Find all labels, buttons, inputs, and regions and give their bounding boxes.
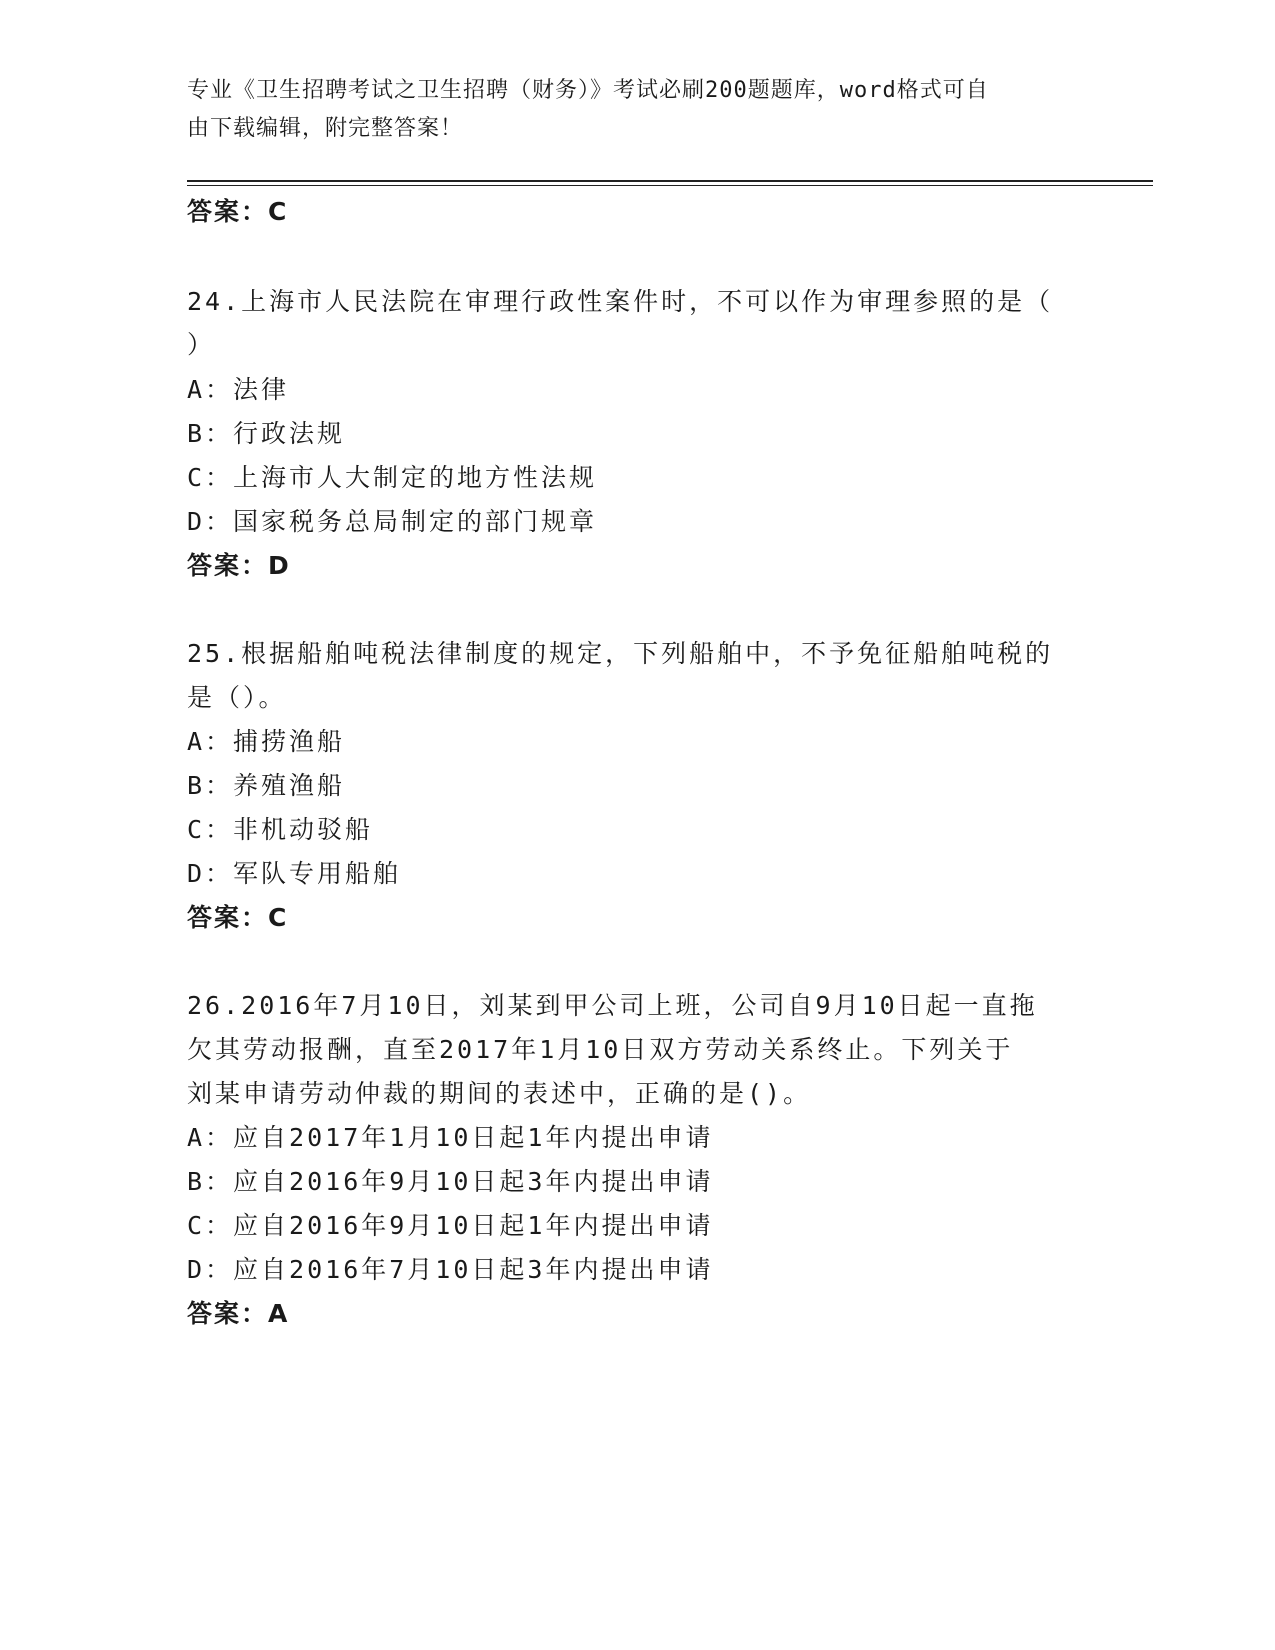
document-header — [187, 72, 1067, 148]
question-25-option-a: A：捕捞渔船 — [187, 727, 346, 756]
question-26-option-c: C：应自2016年9月10日起1年内提出申请 — [187, 1211, 714, 1240]
previous-answer: 答案：C — [187, 197, 289, 226]
question-26-answer: 答案：A — [187, 1299, 290, 1328]
question-25-option-d: D：军队专用船舶 — [187, 859, 402, 888]
question-24-option-b: B：行政法规 — [187, 419, 346, 448]
header-divider-thick — [187, 180, 1153, 182]
question-26-stem-line-3: 刘某申请劳动仲裁的期间的表述中，正确的是()。 — [187, 1079, 812, 1108]
question-26-stem-line-2: 欠其劳动报酬，直至2017年1月10日双方劳动关系终止。下列关于 — [187, 1035, 1014, 1064]
question-25-stem-line-2: 是（）。 — [187, 683, 287, 712]
header-divider-thin — [187, 185, 1153, 186]
header-line-1: 专业《卫生招聘考试之卫生招聘（财务）》考试必刷200题题库，word格式可自 — [187, 78, 989, 103]
question-24-option-c: C：上海市人大制定的地方性法规 — [187, 463, 598, 492]
question-25-option-c: C：非机动驳船 — [187, 815, 374, 844]
question-25-stem-line-1: 25.根据船舶吨税法律制度的规定，下列船舶中，不予免征船舶吨税的 — [187, 639, 1054, 668]
question-24-option-d: D：国家税务总局制定的部门规章 — [187, 507, 598, 536]
question-24-answer: 答案：D — [187, 551, 291, 580]
question-25-option-b: B：养殖渔船 — [187, 771, 346, 800]
question-24-option-a: A：法律 — [187, 375, 290, 404]
question-26-option-d: D：应自2016年7月10日起3年内提出申请 — [187, 1255, 714, 1284]
question-25-answer: 答案：C — [187, 903, 289, 932]
question-26-option-b: B：应自2016年9月10日起3年内提出申请 — [187, 1167, 714, 1196]
header-line-2: 由下载编辑，附完整答案！ — [187, 116, 464, 141]
question-26-option-a: A：应自2017年1月10日起1年内提出申请 — [187, 1123, 714, 1152]
question-24-stem-line-2: ） — [187, 330, 216, 359]
question-24-stem-line-1: 24.上海市人民法院在审理行政性案件时，不可以作为审理参照的是（ — [187, 287, 1054, 316]
question-26-stem-line-1: 26.2016年7月10日，刘某到甲公司上班，公司自9月10日起一直拖 — [187, 991, 1038, 1020]
